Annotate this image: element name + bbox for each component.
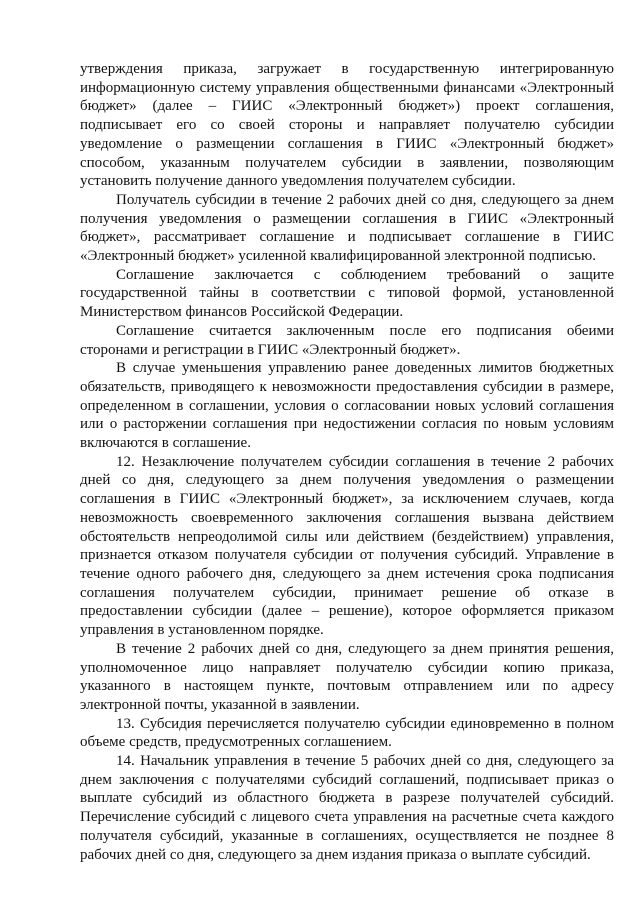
paragraph-item-14: 14. Начальник управления в течение 5 рабочих дней со дня, следующего за днем заключения с получателями субсидий соглашений, подписывает приказ о выплате субсидий из областного бюджета в разрезе получателей субсидий. Перечисление субсидий с лицевого счета управления на расчетные счета каждого получателя субсидий, указанные в соглашениях, осуществляется не позднее 8 рабочих дней со дня, следующего за днем издания приказа о выплате субсидий. [80,753,614,863]
paragraph-item-13: 13. Субсидия перечисляется получателю субсидии единовременно в полном объеме средств, предусмотренных соглашением. [80,715,614,751]
paragraph-continuation: утверждения приказа, загружает в государственную интегрированную информационную систему управления общественными финансами «Электронный бюджет» (далее – ГИИС «Электронный бюджет») проект соглашения, подписывает его со своей стороны и направляет получателю субсидии уведомление о размещении соглашения в ГИИС «Электронный бюджет» способом, указанным получателем субсидии в заявлении, позволяющим установить получение данного уведомления получателем субсидии. [80,61,614,190]
paragraph-order-copy: В течение 2 рабочих дней со дня, следующего за днем принятия решения, уполномоченное лицо направляет получателю субсидии копию приказа, указанного в настоящем пункте, почтовым отправлением или по адресу электронной почты, указанной в заявлении. [80,640,614,713]
document-page [80,60,614,864]
paragraph-recipient-review: Получатель субсидии в течение 2 рабочих дней со дня, следующего за днем получения уведомления о размещении соглашения в ГИИС «Электронный бюджет», рассматривает соглашение и подписывает соглашение в ГИИС «Электронный бюджет» усиленной квалифицированной электронной подписью. [80,191,614,265]
paragraph-agreement-concluded: Соглашение считается заключенным после его подписания обеими сторонами и регистрации в ГИИС «Электронный бюджет». [80,322,614,358]
paragraph-item-12: 12. Незаключение получателем субсидии соглашения в течение 2 рабочих дней со дня, следующего за днем получения уведомления о размещении соглашения в ГИИС «Электронный бюджет», за исключением случаев, когда невозможность своевременного заключения соглашения вызвана действием обстоятельств непреодолимой силы или действием (бездействием) управления, признается отказом получателя субсидии от получения субсидий. Управление в течение одного рабочего дня, следующего за днем истечения срока подписания соглашения получателем субсидии, принимает решение об отказе в предоставлении субсидии (далее – решение), которое оформляется приказом управления в установленном порядке. [80,453,614,639]
paragraph-state-secret: Соглашение заключается с соблюдением требований о защите государственной тайны в соответствии с типовой формой, установленной Министерством финансов Российской Федерации. [80,266,614,321]
paragraph-budget-limits: В случае уменьшения управлению ранее доведенных лимитов бюджетных обязательств, приводящего к невозможности предоставления субсидии в размере, определенном в соглашении, условия о согласовании новых условий соглашения или о расторжении соглашения при недостижении согласия по новым условиям включаются в соглашение. [80,360,614,452]
